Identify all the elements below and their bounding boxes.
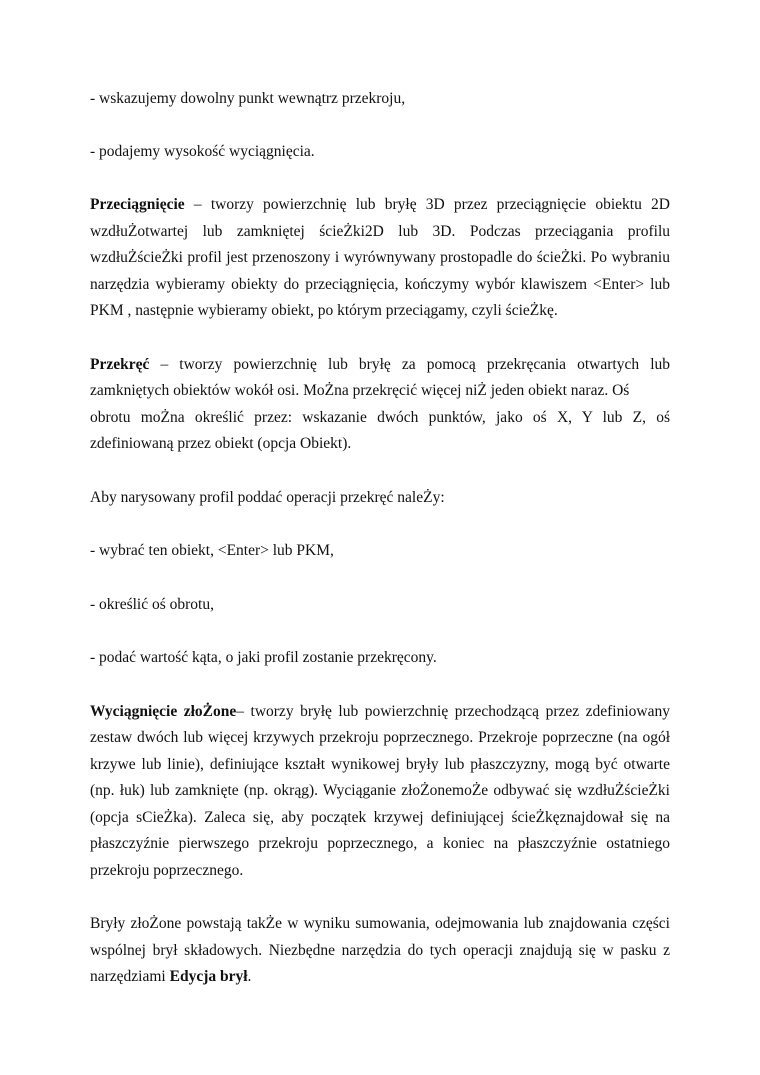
paragraph-composite-solids: Bryły złoŻone powstają takŻe w wyniku sumowania, odejmowania lub znajdowania części wspólnej brył składowych. Niezbędne narzędzia do tych operacji znajdują się w pasku z narzędziami Edycja brył. — [90, 915, 670, 985]
bullet-point-inside-section: - wskazujemy dowolny punkt wewnątrz przekroju, — [90, 90, 406, 107]
revolve-steps-intro: Aby narysowany profil poddać operacji przekręć naleŻy: — [90, 488, 445, 506]
bullet-extrude-height: - podajemy wysokość wyciągnięcia. — [90, 142, 315, 160]
revolve-step-axis: - określić oś obrotu, — [90, 595, 214, 613]
revolve-step-select: - wybrać ten obiekt, <Enter> lub PKM, — [90, 542, 334, 559]
term-revolve: Przekręć — [90, 355, 150, 373]
paragraph-loft: Wyciągnięcie złoŻone– tworzy bryłę lub powierzchnię przechodzącą przez zdefiniowany zestaw dwóch lub więcej krzywych przekroju poprzecznego. Przekroje poprzeczne (na ogół krzywe lub linie), definiujące kształt wynikowej bryły lub płaszczyzny, mogą być otwarte (np. łuk) lub zamknięte (np. okrąg). Wyciąganie złoŻonemoŻe odbywać się wzdłuŻścieŻki (opcja sCieŻka). Zaleca się, aby początek krzywej definiującej ścieŻkęznajdował się na płaszczyźnie pierwszego przekroju poprzecznego, a koniec na płaszczyźnie ostatniego przekroju poprzecznego. — [90, 702, 670, 879]
revolve-step-angle: - podać wartość kąta, o jaki profil zostanie przekręcony. — [90, 649, 437, 666]
paragraph-revolve: Przekręć – tworzy powierzchnię lub bryłę za pomocą przekręcania otwartych lub zamkniętych obiektów wokół osi. MoŻna przekręcić więcej niŻ jeden obiekt naraz. Oś obrotu moŻna określić przez: wskazanie dwóch punktów, jako oś X, Y lub Z, oś zdefiniowaną przez obiekt (opcja Obiekt). — [90, 355, 670, 452]
term-sweep: Przeciągnięcie — [90, 196, 185, 213]
document-page — [90, 86, 670, 991]
term-loft: Wyciągnięcie złoŻone — [90, 702, 237, 720]
paragraph-sweep: Przeciągnięcie – tworzy powierzchnię lub bryłę 3D przez przeciągnięcie obiektu 2D wzdłuŻotwartej lub zamkniętej ścieŻki2D lub 3D. Podczas przeciągania profilu wzdłuŻścieŻki profil jest przenoszony i wyrównywany prostopadle do ścieŻki. Po wybraniu narzędzia wybieramy obiekty do przeciągnięcia, kończymy wybór klawiszem <Enter> lub PKM , następnie wybieramy obiekt, po którym przeciągamy, czyli ścieŻkę. — [90, 196, 670, 319]
toolbar-name-solid-editing: Edycja brył — [169, 968, 248, 985]
